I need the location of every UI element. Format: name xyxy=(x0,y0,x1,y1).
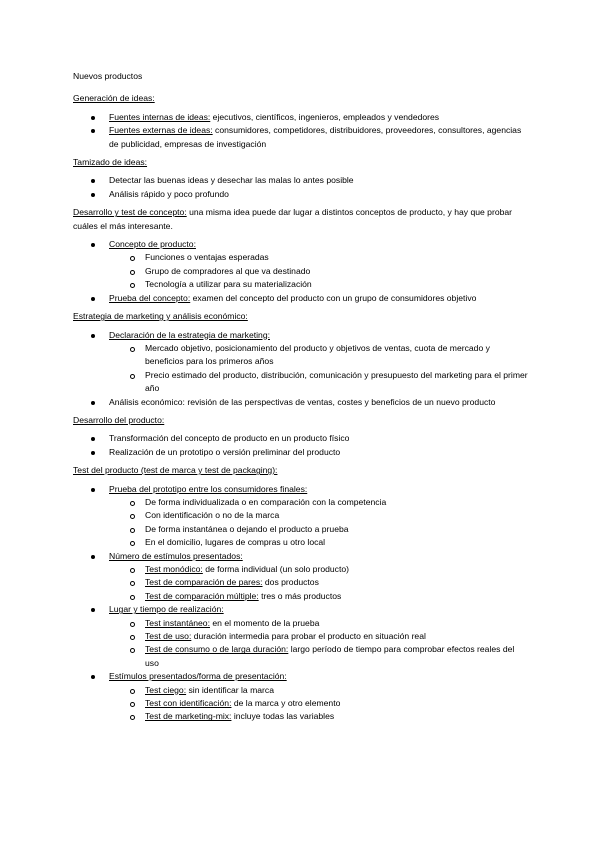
sublist-item xyxy=(73,576,528,589)
sublist-lugar xyxy=(109,617,528,671)
section-heading-tamizado: Tamizado de ideas: xyxy=(73,157,148,168)
sublist-item xyxy=(73,684,528,697)
list-item xyxy=(73,124,528,151)
sublist-item: De forma instantánea o dejando el producto a prueba xyxy=(73,523,528,536)
subitem-text: de la marca y otro elemento xyxy=(231,698,341,709)
item-label: Declaración de la estrategia de marketing: xyxy=(109,329,270,340)
list-item xyxy=(73,238,528,292)
list-item xyxy=(73,329,528,396)
list-item xyxy=(73,292,528,305)
sublist-item xyxy=(73,643,528,670)
sublist-item: Precio estimado del producto, distribución, comunicación y presupuesto del marketing para el primer año xyxy=(73,369,528,396)
subitem-label: Test con identificación: xyxy=(145,698,232,709)
subitem-label: Test monódico: xyxy=(145,564,203,574)
subitem-label: Test de comparación múltiple: xyxy=(145,590,259,601)
list-test-producto xyxy=(73,483,528,724)
page-title: Nuevos productos xyxy=(73,71,143,81)
subitem-label: Test ciego: xyxy=(145,684,187,695)
sublist-item xyxy=(73,617,528,630)
item-label: Fuentes externas de ideas: xyxy=(109,125,213,136)
list-item xyxy=(73,111,528,124)
sublist-item xyxy=(73,630,528,643)
list-item: Análisis rápido y poco profundo xyxy=(73,188,528,201)
section-desarrollo-concepto xyxy=(73,206,528,233)
item-label: Prueba del prototipo entre los consumidores finales: xyxy=(109,483,308,494)
item-text: examen del concepto del producto con un grupo de consumidores objetivo xyxy=(190,292,477,303)
sublist-item: De forma individualizada o en comparación con la competencia xyxy=(73,496,528,509)
section-heading-estrategia: Estrategia de marketing y análisis económico: xyxy=(73,311,248,322)
subitem-label: Test instantáneo: xyxy=(145,617,210,628)
section-text: una misma idea puede dar lugar a distintos conceptos de producto, y hay que probar cuáles el más interesante. xyxy=(73,207,513,231)
item-label: Prueba del concepto: xyxy=(109,292,191,303)
list-item xyxy=(73,483,528,550)
list-desarrollo-producto xyxy=(73,432,528,459)
subitem-text: dos productos xyxy=(262,577,319,588)
section-heading-test-producto: Test del producto (test de marca y test de packaging): xyxy=(73,465,278,476)
sublist-item xyxy=(73,710,528,723)
item-label: Número de estímulos presentados: xyxy=(109,550,243,561)
subitem-text: duración intermedia para probar el producto en situación real xyxy=(191,631,426,642)
subitem-label: Test de comparación de pares: xyxy=(145,577,263,588)
item-text: consumidores, competidores, distribuidores, proveedores, consultores, agencias de publicidad, empresas de investigación xyxy=(109,125,522,149)
sublist-item: Grupo de compradores al que va destinado xyxy=(73,265,528,278)
subitem-text: de forma individual (un solo producto) xyxy=(202,564,349,574)
list-item: Transformación del concepto de producto en un producto físico xyxy=(73,432,528,445)
subitem-text: largo período de tiempo para comprobar efectos reales del uso xyxy=(145,644,515,668)
document-content xyxy=(73,70,528,729)
sublist-item: En el domicilio, lugares de compras u otro local xyxy=(73,536,528,549)
sublist-item: Mercado objetivo, posicionamiento del producto y objetivos de ventas, cuota de mercado y beneficios para los primeros años xyxy=(73,342,528,369)
item-label: Fuentes internas de ideas: xyxy=(109,111,211,122)
sublist-concepto xyxy=(109,251,528,291)
subitem-text: en el momento de la prueba xyxy=(209,617,320,628)
sublist-numero xyxy=(109,563,528,603)
sublist-estimulos xyxy=(109,684,528,724)
subitem-label: Test de consumo o de larga duración: xyxy=(145,644,289,655)
subitem-text: tres o más productos xyxy=(258,590,342,601)
item-label: Estímulos presentados/forma de presentación: xyxy=(109,671,287,682)
list-item xyxy=(73,603,528,670)
item-label: Lugar y tiempo de realización: xyxy=(109,604,224,615)
list-item: Análisis económico: revisión de las perspectivas de ventas, costes y beneficios de un nuevo producto xyxy=(73,396,528,409)
sublist-item: Funciones o ventajas esperadas xyxy=(73,251,528,264)
item-label: Concepto de producto: xyxy=(109,239,196,250)
sublist-item: Con identificación o no de la marca xyxy=(73,509,528,522)
sublist-declaracion xyxy=(109,342,528,396)
section-heading-generacion: Generación de ideas: xyxy=(73,93,155,104)
list-item: Realización de un prototipo o versión preliminar del producto xyxy=(73,446,528,459)
subitem-text: sin identificar la marca xyxy=(186,684,274,695)
sublist-item: Tecnología a utilizar para su materialización xyxy=(73,278,528,291)
list-item xyxy=(73,670,528,724)
section-heading-desarrollo-producto: Desarrollo del producto: xyxy=(73,414,165,425)
sublist-item xyxy=(73,697,528,710)
list-generacion xyxy=(73,111,528,151)
list-estrategia xyxy=(73,329,528,409)
list-item: Detectar las buenas ideas y desechar las malas lo antes posible xyxy=(73,174,528,187)
sublist-prueba-prototipo xyxy=(109,496,528,550)
subitem-label: Test de marketing-mix: xyxy=(145,711,232,722)
section-label: Desarrollo y test de concepto: xyxy=(73,207,187,218)
list-concepto xyxy=(73,238,528,305)
list-tamizado xyxy=(73,174,528,201)
list-item xyxy=(73,550,528,604)
sublist-item xyxy=(73,590,528,603)
sublist-item xyxy=(73,563,528,576)
subitem-text: incluye todas las variables xyxy=(231,711,335,722)
subitem-label: Test de uso: xyxy=(145,631,192,642)
item-text: ejecutivos, científicos, ingenieros, empleados y vendedores xyxy=(210,111,440,122)
